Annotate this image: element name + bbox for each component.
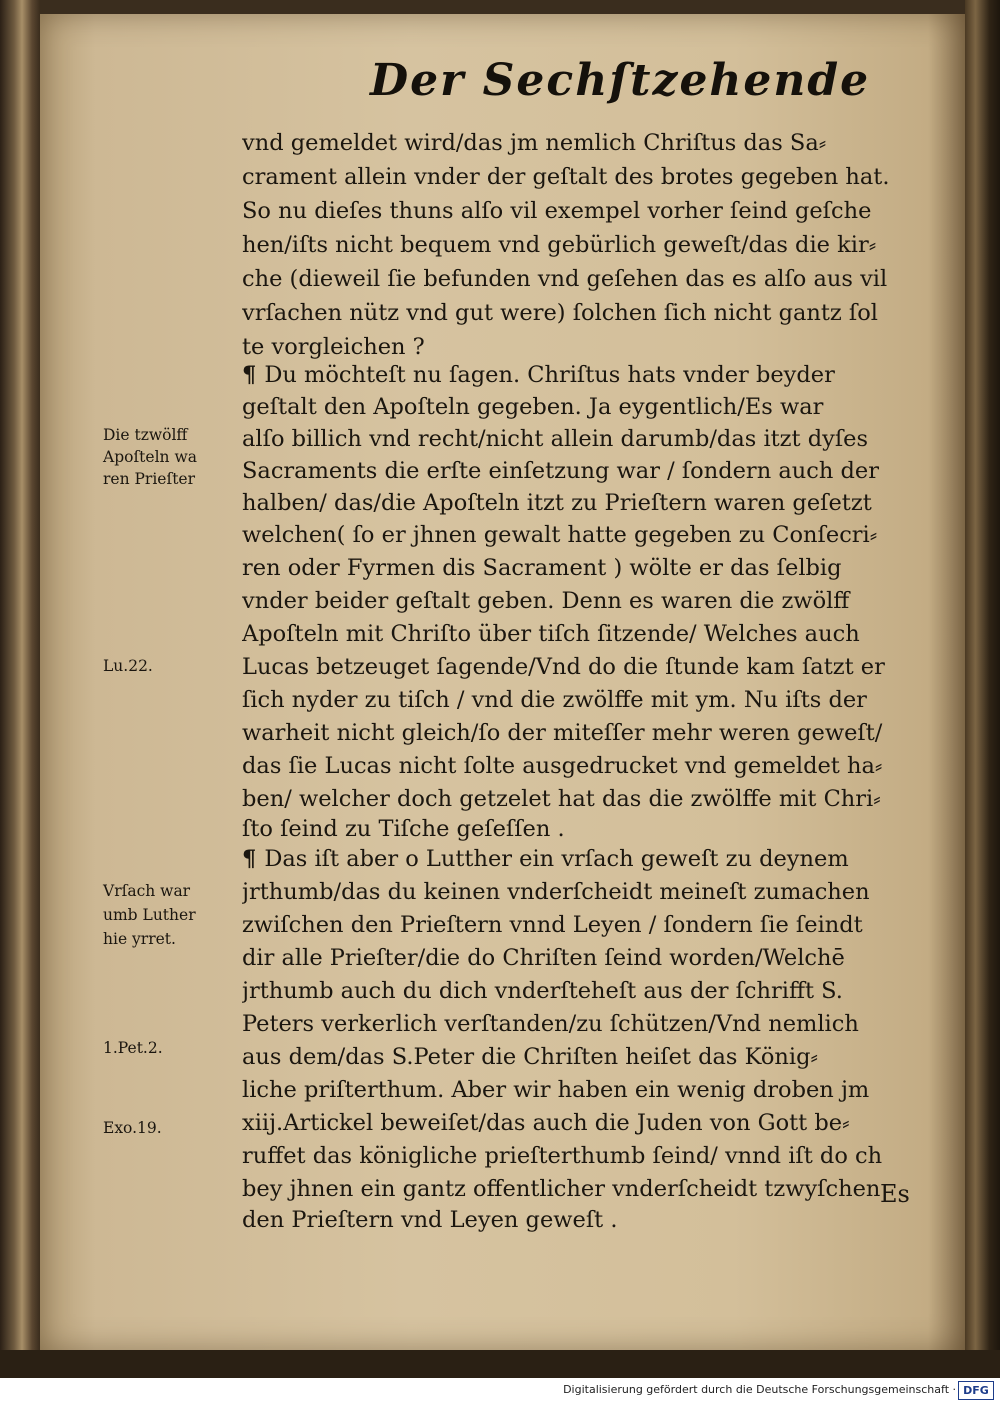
margin-note: Die tzwölff	[103, 426, 188, 444]
text-line: hen/iſts nicht bequem vnd gebürlich geweſt/das die kir⸗	[242, 232, 877, 258]
text-line: zwiſchen den Prieſtern vnnd Leyen / ſondern ſie ſeindt	[242, 912, 863, 938]
margin-note: Exo.19.	[103, 1119, 162, 1137]
margin-note: Lu.22.	[103, 657, 153, 675]
text-line: ¶ Das iſt aber o Lutther ein vrſach geweſt zu deynem	[242, 846, 849, 872]
text-line: ſto ſeind zu Tiſche geſeſſen .	[242, 816, 565, 842]
dfg-logo: DFG	[958, 1381, 994, 1400]
text-line: halben/ das/die Apoſteln itzt zu Prieſtern waren geſetzt	[242, 490, 872, 516]
text-line: ſich nyder zu tiſch / vnd die zwölffe mit ym. Nu iſts der	[242, 687, 867, 713]
text-line: vnd gemeldet wird/das jm nemlich Chriſtus das Sa⸗	[242, 130, 827, 156]
text-line: das ſie Lucas nicht ſolte ausgedrucket vnd gemeldet ha⸗	[242, 753, 883, 779]
text-line: xiij.Artickel beweiſet/das auch die Juden von Gott be⸗	[242, 1110, 850, 1136]
text-line: Apoſteln mit Chriſto über tiſch ſitzende/ Welches auch	[242, 621, 860, 647]
text-line: ¶ Du möchteſt nu ſagen. Chriſtus hats vnder beyder	[242, 362, 835, 388]
text-line: che (dieweil ſie befunden vnd geſehen das es alſo aus vil	[242, 266, 888, 292]
footer-bar	[0, 1378, 1000, 1402]
book-right-edge	[965, 0, 1000, 1378]
text-line: warheit nicht gleich/ſo der miteſſer mehr weren geweſt/	[242, 720, 883, 746]
margin-note: ren Prieſter	[103, 470, 196, 488]
text-line: crament allein vnder der geſtalt des brotes gegeben hat.	[242, 164, 890, 190]
text-line: aus dem/das S.Peter die Chriſten heiſet das König⸗	[242, 1044, 818, 1070]
margin-note: umb Luther	[103, 906, 196, 924]
text-line: bey jhnen ein gantz offentlicher vnderſcheidt tzwyſchen	[242, 1176, 881, 1202]
margin-note: 1.Pet.2.	[103, 1039, 163, 1057]
book-left-edge	[0, 0, 40, 1378]
margin-note: Apoſteln wa	[103, 448, 197, 466]
paragraph-mark: ¶	[242, 846, 257, 872]
text-line: te vorgleichen ?	[242, 334, 425, 360]
text-line: Sacraments die erſte einſetzung war / ſondern auch der	[242, 458, 879, 484]
text-line: jrthumb auch du dich vnderſteheſt aus der ſchrifft S.	[242, 978, 843, 1004]
text-line: liche priſterthum. Aber wir haben ein wenig droben jm	[242, 1077, 870, 1103]
text-line: vnder beider geſtalt geben. Denn es waren die zwölff	[242, 588, 850, 614]
text-line: geſtalt den Apoſteln gegeben. Ja eygentlich/Es war	[242, 394, 824, 420]
text-line: dir alle Prieſter/die do Chriſten ſeind worden/Welchē	[242, 945, 845, 971]
text-line: alſo billich vnd recht/nicht allein darumb/das itzt dyſes	[242, 426, 869, 452]
text-line: den Prieſtern vnd Leyen geweſt .	[242, 1207, 618, 1233]
margin-note: hie yrret.	[103, 930, 176, 948]
text-line: ren oder Fyrmen dis Sacrament ) wölte er das ſelbig	[242, 555, 842, 581]
text-line: Lucas betzeuget ſagende/Vnd do die ſtunde kam ſatzt er	[242, 654, 885, 680]
text-line: vrſachen nütz vnd gut were) ſolchen ſich nicht gantz ſol	[242, 300, 878, 326]
text-line: ruffet das königliche prieſterthumb ſeind/ vnnd iſt do ch	[242, 1143, 883, 1169]
catchword: Es	[880, 1180, 910, 1208]
paragraph-mark: ¶	[242, 362, 257, 388]
text-line: jrthumb/das du keinen vnderſcheidt meineſt zumachen	[242, 879, 870, 905]
text-line: ben/ welcher doch getzelet hat das die zwölffe mit Chri⸗	[242, 786, 881, 812]
text-line: So nu dieſes thuns alſo vil exempel vorher ſeind geſche	[242, 198, 872, 224]
text-line: Peters verkerlich verſtanden/zu ſchützen/Vnd nemlich	[242, 1011, 859, 1037]
running-header: Der Sechſtzehende	[370, 55, 871, 106]
text-line: welchen( ſo er jhnen gewalt hatte gegeben zu Conſecri⸗	[242, 522, 878, 548]
scan-bottom-edge	[0, 1350, 1000, 1378]
margin-note: Vrſach war	[103, 882, 191, 900]
footer-credit: Digitalisierung gefördert durch die Deutsche Forschungsgemeinschaft ·	[563, 1383, 956, 1396]
